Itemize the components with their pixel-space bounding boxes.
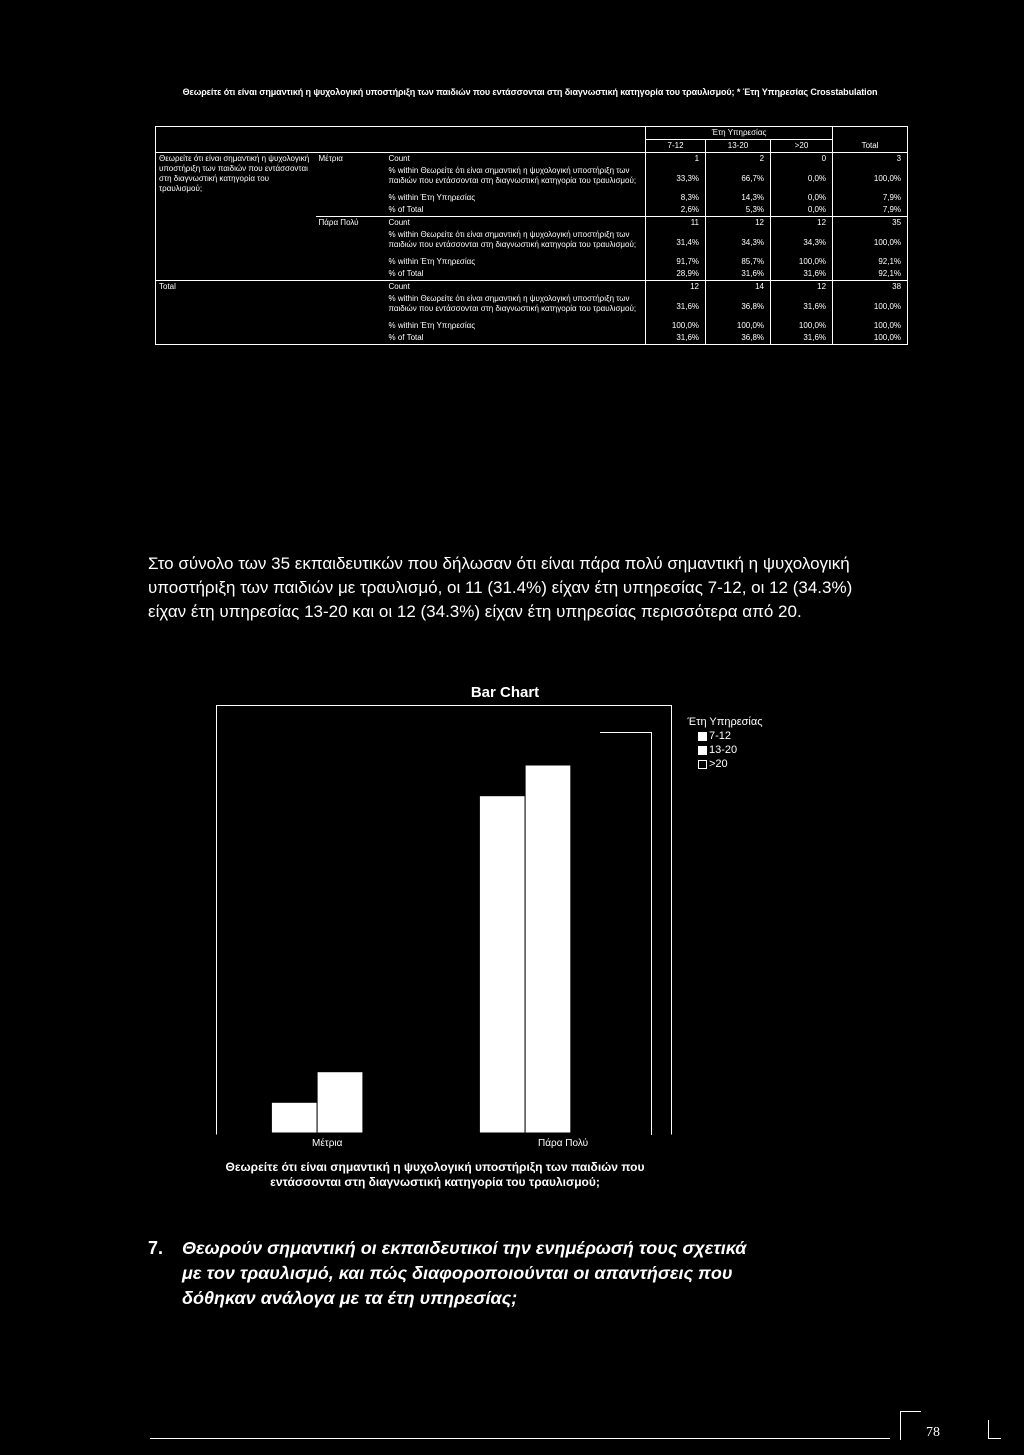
legend-item bbox=[698, 743, 770, 757]
table-cell: 92,1% bbox=[833, 268, 908, 281]
table-cell: 1 bbox=[646, 153, 706, 166]
table-cell: 100,0% bbox=[833, 229, 908, 256]
table-cell: 100,0% bbox=[833, 332, 908, 345]
stat-label: % of Total bbox=[388, 269, 424, 278]
legend-item bbox=[698, 757, 770, 771]
table-cell: 14 bbox=[706, 281, 771, 294]
stat-label: % within Έτη Υπηρεσίας bbox=[388, 193, 476, 202]
table-cell: 7,9% bbox=[833, 204, 908, 217]
summary-paragraph: Στο σύνολο των 35 εκπαιδευτικών που δήλωσαν ότι είναι πάρα πολύ σημαντική η ψυχολογική υποστήριξη των παιδιών με τραυλισμό, οι 11 (31.4%) είχαν έτη υπηρεσίας 7-12, οι 12 (34.3%) είχαν έτη υπηρεσίας 13-20 και οι 12 (34.3%) είχαν έτη υπηρεσίας περισσότερα από 20. bbox=[148, 554, 853, 621]
table-cell: 31,4% bbox=[646, 229, 706, 256]
table-cell: 31,6% bbox=[646, 293, 706, 320]
x-axis-title: Θεωρείτε ότι είναι σημαντική η ψυχολογική υποστήριξη των παιδιών που εντάσσονται στη διαγνωστική κατηγορία του τραυλισμού; bbox=[225, 1160, 645, 1189]
x-tick-label: Πάρα Πολύ bbox=[538, 1138, 589, 1149]
table-cell: 11 bbox=[646, 217, 706, 230]
col-header: >20 bbox=[771, 140, 833, 153]
category-label bbox=[316, 281, 386, 345]
row-variable-cell bbox=[156, 217, 316, 281]
stat-label: Count bbox=[386, 217, 646, 230]
question-line: δόθηκαν ανάλογα με τα έτη υπηρεσίας; bbox=[182, 1288, 518, 1308]
chart-title: Bar Chart bbox=[470, 684, 540, 701]
footer-rule bbox=[150, 1438, 890, 1439]
table-cell: 2,6% bbox=[646, 204, 706, 217]
legend-swatch bbox=[698, 732, 707, 741]
table-cell: 31,6% bbox=[771, 293, 833, 320]
table-cell: 12 bbox=[771, 217, 833, 230]
col-header: 7-12 bbox=[646, 140, 706, 153]
bar-13-20 bbox=[525, 765, 571, 1133]
col-header: 13-20 bbox=[706, 140, 771, 153]
row-variable-label: Θεωρείτε ότι είναι σημαντική η ψυχολογική υποστήριξη των παιδιών που εντάσσονται στη διαγνωστική κατηγορία του τραυλισμού; bbox=[156, 153, 316, 217]
table-cell: 3 bbox=[833, 153, 908, 166]
table-cell: 31,6% bbox=[771, 332, 833, 345]
bar->20 bbox=[571, 765, 617, 1133]
table-row bbox=[156, 153, 908, 166]
table-row bbox=[156, 217, 908, 230]
table-cell: 100,0% bbox=[833, 293, 908, 320]
stat-label: % within Έτη Υπηρεσίας bbox=[388, 321, 476, 330]
legend-swatch bbox=[698, 760, 707, 769]
question-number: 7. bbox=[148, 1238, 164, 1258]
legend-label: 7-12 bbox=[709, 729, 732, 742]
col-header: Total bbox=[833, 140, 908, 153]
table-cell: 100,0% bbox=[771, 256, 833, 268]
table-cell: 31,6% bbox=[706, 268, 771, 281]
bar-chart bbox=[216, 705, 672, 1135]
stat-label: % of Total bbox=[386, 332, 646, 345]
question-line: Θεωρούν σημαντική οι εκπαιδευτικοί την ενημέρωσή τους σχετικά bbox=[182, 1238, 747, 1258]
table-cell: 34,3% bbox=[771, 229, 833, 256]
question-block bbox=[148, 1236, 908, 1311]
legend-label: >20 bbox=[709, 757, 728, 770]
question-line: με τον τραυλισμό, και πώς διαφοροποιούνται οι απαντήσεις που bbox=[182, 1263, 733, 1283]
page-number: 78 bbox=[926, 1425, 940, 1440]
table-caption: Θεωρείτε ότι είναι σημαντική η ψυχολογική υποστήριξη των παιδιών που εντάσσονται στη διαγνωστική κατηγορία του τραυλισμού; * Έτη Υπηρεσίας Crosstabulation bbox=[182, 87, 878, 97]
footer-bracket bbox=[900, 1411, 921, 1440]
table-cell: 34,3% bbox=[706, 229, 771, 256]
chart-legend bbox=[680, 716, 770, 771]
stat-label: % of Total bbox=[388, 205, 424, 214]
table-cell: 7,9% bbox=[833, 192, 908, 204]
table-cell: 35 bbox=[833, 217, 908, 230]
table-cell: 36,8% bbox=[706, 332, 771, 345]
crosstab-table bbox=[155, 126, 908, 345]
table-cell: 0,0% bbox=[771, 165, 833, 192]
table-cell: 0,0% bbox=[771, 204, 833, 217]
table-cell: 66,7% bbox=[706, 165, 771, 192]
bar-7-12 bbox=[271, 1102, 317, 1133]
table-cell: 5,3% bbox=[706, 204, 771, 217]
table-cell: 91,7% bbox=[646, 256, 706, 268]
table-cell: 8,3% bbox=[646, 192, 706, 204]
table-cell: 100,0% bbox=[706, 320, 771, 332]
table-cell: 12 bbox=[771, 281, 833, 294]
table-cell: 92,1% bbox=[833, 256, 908, 268]
category-label: Μέτρια bbox=[316, 153, 386, 217]
table-cell: 36,8% bbox=[706, 293, 771, 320]
total-row-label: Total bbox=[156, 281, 316, 345]
x-tick-label: Μέτρια bbox=[312, 1138, 343, 1149]
stat-label: % within Θεωρείτε ότι είναι σημαντική η ψυχολογική υποστήριξη των παιδιών που εντάσσονται στη διαγνωστική κατηγορία του τραυλισμού; bbox=[388, 230, 637, 249]
legend-item bbox=[698, 729, 770, 743]
col-group-header: Έτη Υπηρεσίας bbox=[646, 127, 833, 140]
table-cell: 100,0% bbox=[833, 165, 908, 192]
table-cell: 85,7% bbox=[706, 256, 771, 268]
legend-title: Έτη Υπηρεσίας bbox=[687, 716, 763, 728]
table-cell: 12 bbox=[646, 281, 706, 294]
table-cell: 31,6% bbox=[646, 332, 706, 345]
table-cell: 12 bbox=[706, 217, 771, 230]
table-cell: 2 bbox=[706, 153, 771, 166]
stat-label: Count bbox=[386, 153, 646, 166]
table-cell: 100,0% bbox=[771, 320, 833, 332]
table-cell: 100,0% bbox=[646, 320, 706, 332]
table-cell: 14,3% bbox=[706, 192, 771, 204]
table-cell: 33,3% bbox=[646, 165, 706, 192]
table-cell: 38 bbox=[833, 281, 908, 294]
stat-label: % within Έτη Υπηρεσίας bbox=[388, 257, 476, 266]
footer-corner bbox=[988, 1420, 1001, 1439]
legend-swatch bbox=[698, 746, 707, 755]
stat-label: % within Θεωρείτε ότι είναι σημαντική η ψυχολογική υποστήριξη των παιδιών που εντάσσονται στη διαγνωστική κατηγορία του τραυλισμού; bbox=[388, 294, 637, 313]
table-cell: 31,6% bbox=[771, 268, 833, 281]
bar-13-20 bbox=[317, 1072, 363, 1133]
table-row bbox=[156, 281, 908, 294]
table-cell: 28,9% bbox=[646, 268, 706, 281]
table-cell: 100,0% bbox=[833, 320, 908, 332]
bar-7-12 bbox=[479, 796, 525, 1133]
table-cell: 0,0% bbox=[771, 192, 833, 204]
category-label: Πάρα Πολύ bbox=[316, 217, 386, 281]
legend-label: 13-20 bbox=[709, 743, 738, 756]
stat-label: Count bbox=[386, 281, 646, 294]
stat-label: % within Θεωρείτε ότι είναι σημαντική η ψυχολογική υποστήριξη των παιδιών που εντάσσονται στη διαγνωστική κατηγορία του τραυλισμού; bbox=[388, 166, 637, 185]
table-cell: 0 bbox=[771, 153, 833, 166]
